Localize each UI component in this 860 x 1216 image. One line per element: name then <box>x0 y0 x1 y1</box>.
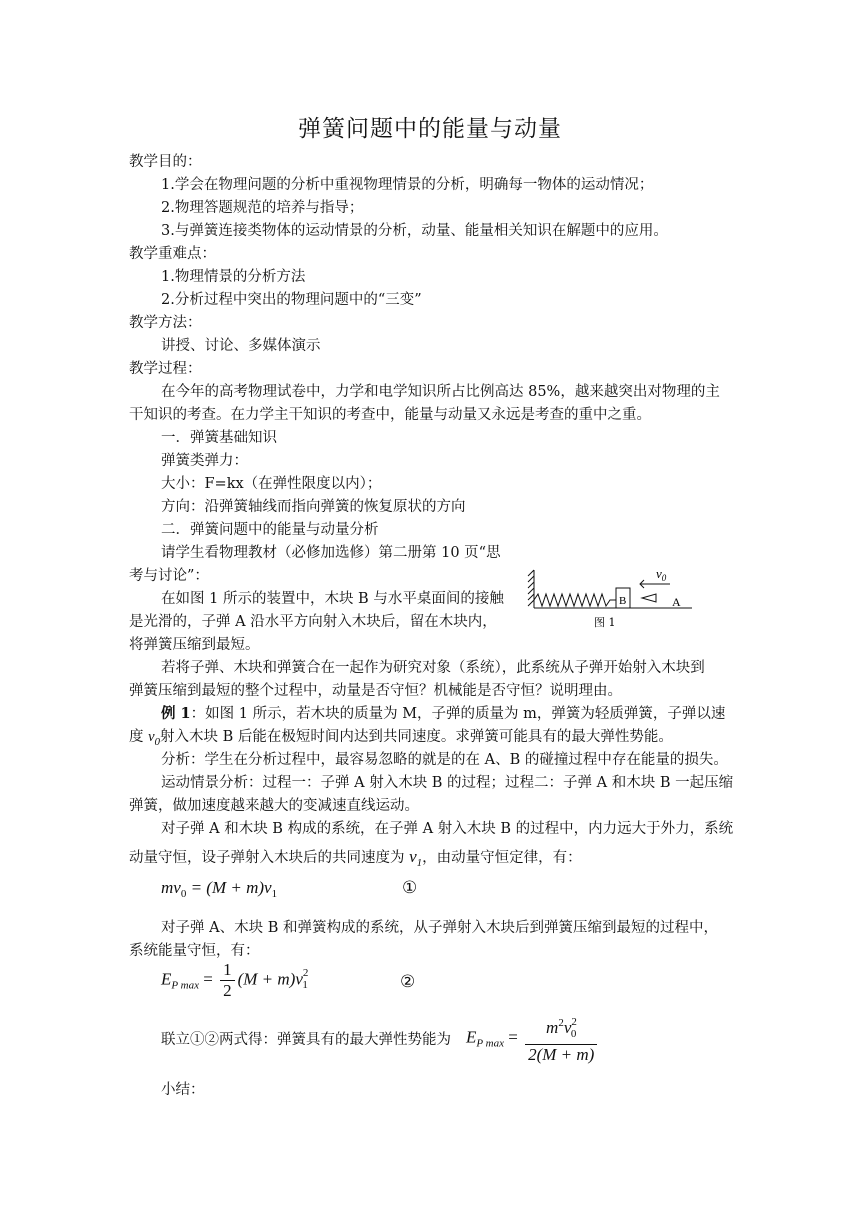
block-b-label: B <box>619 595 627 607</box>
subsection-heading-2: 二．弹簧问题中的能量与动量分析 <box>161 522 379 538</box>
paragraph-line: 考与讨论”： <box>129 568 209 584</box>
bullet-a <box>642 594 656 602</box>
paragraph-line: 干知识的考查。在力学主干知识的考查中，能量与动量又永远是考查的重中之重。 <box>129 407 651 423</box>
result-line: 联立①②两式得：弹簧具有的最大弹性势能为 <box>161 1032 451 1048</box>
v0-symbol: $v_0$ <box>148 729 161 748</box>
aim-item-1: 1.学会在物理问题的分析中重视物理情景的分析，明确每一物体的运动情况； <box>161 177 654 193</box>
figure-caption: 图 1 <box>594 616 616 629</box>
equation-2: $E_{P max}$ = $\frac{1}{2}$ $(M + m)v_{21}$ <box>161 960 309 1000</box>
subsection-heading-1: 一．弹簧基础知识 <box>161 430 277 446</box>
paragraph-line: 大小：F=kx（在弹性限度以内）； <box>161 476 382 492</box>
section-heading-key-points: 教学重难点： <box>129 246 216 262</box>
example-text: ：如图 1 所示，若木块的质量为 M，子弹的质量为 m，弹簧为轻质弹簧，子弹以速 <box>190 706 726 722</box>
v1-symbol: $v_1$ <box>409 847 423 869</box>
analysis-line: 对子弹 A 和木块 B 构成的系统，在子弹 A 射入木块 B 的过程中，内力远大于外力，系统 <box>161 821 734 837</box>
analysis-line: 动量守恒，设子弹射入木块后的共同速度为 $v_1$，由动量守恒定律，有： <box>129 847 582 869</box>
section-heading-methods: 教学方法： <box>129 315 202 331</box>
key-item-1: 1.物理情景的分析方法 <box>161 269 306 285</box>
paragraph-line: 请学生看物理教材（必修加选修）第二册第 10 页“思 <box>161 545 501 561</box>
paragraph-line: 若将子弹、木块和弹簧合在一起作为研究对象（系统），此系统从子弹开始射入木块到 <box>161 660 705 676</box>
spring-block-diagram <box>520 560 720 632</box>
analysis-line: 系统能量守恒，有： <box>129 943 260 959</box>
equation-1: $mv_0 = (M + m)v_1$ <box>161 878 278 900</box>
section-heading-process: 教学过程： <box>129 361 202 377</box>
equation-3: $E_{P max}$ = $\frac{m^2v_{20}}{2(M + m)}$ <box>466 1012 600 1065</box>
example-1-line <box>161 704 725 724</box>
question-line: 在如图 1 所示的装置中，木块 B 与水平桌面间的接触 <box>161 591 504 607</box>
analysis-line: 分析：学生在分析过程中，最容易忽略的就是的在 A、B 的碰撞过程中存在能量的损失。 <box>161 752 728 768</box>
spring <box>534 594 616 606</box>
key-item-2: 2.分析过程中突出的物理问题中的“三变” <box>161 292 422 308</box>
velocity-label: $v_0$ <box>656 566 667 583</box>
example-label: 例 1 <box>161 705 191 722</box>
paragraph-line: 弹簧类弹力： <box>161 453 248 469</box>
analysis-line: 运动情景分析：过程一：子弹 A 射入木块 B 的过程；过程二：子弹 A 和木块 B 一起压缩 <box>161 775 734 791</box>
paragraph-line: 方向：沿弹簧轴线而指向弹簧的恢复原状的方向 <box>161 499 466 515</box>
analysis-line: 弹簧，做加速度越来越大的变减速直线运动。 <box>129 798 419 814</box>
question-line: 是光滑的，子弹 A 沿水平方向射入木块后，留在木块内， <box>129 614 497 630</box>
paragraph-line: 弹簧压缩到最短的整个过程中，动量是否守恒？机械能是否守恒？说明理由。 <box>129 683 622 699</box>
question-line: 将弹簧压缩到最短。 <box>129 637 260 653</box>
figure-1 <box>520 560 720 632</box>
method-item-1: 讲授、讨论、多媒体演示 <box>161 338 321 354</box>
bullet-a-label: A <box>672 595 681 609</box>
example-1-line: 度 $v_0$射入木块 B 后能在极短时间内达到共同速度。求弹簧可能具有的最大弹性势能。 <box>129 729 673 748</box>
aim-item-2: 2.物理答题规范的培养与指导； <box>161 200 364 216</box>
equation-2-number: ② <box>400 972 416 991</box>
page-title: 弹簧问题中的能量与动量 <box>298 116 562 142</box>
section-heading-aims: 教学目的： <box>129 154 202 170</box>
equation-1-number: ① <box>402 878 418 897</box>
paragraph-line: 在今年的高考物理试卷中，力学和电学知识所占比例高达 85%，越来越突出对物理的主 <box>161 384 720 400</box>
analysis-line: 对子弹 A、木块 B 和弹簧构成的系统，从子弹射入木块后到弹簧压缩到最短的过程中， <box>161 920 718 936</box>
summary-heading: 小结： <box>161 1082 205 1098</box>
wall-hatching <box>528 570 692 608</box>
aim-item-3: 3.与弹簧连接类物体的运动情景的分析，动量、能量相关知识在解题中的应用。 <box>161 223 668 239</box>
